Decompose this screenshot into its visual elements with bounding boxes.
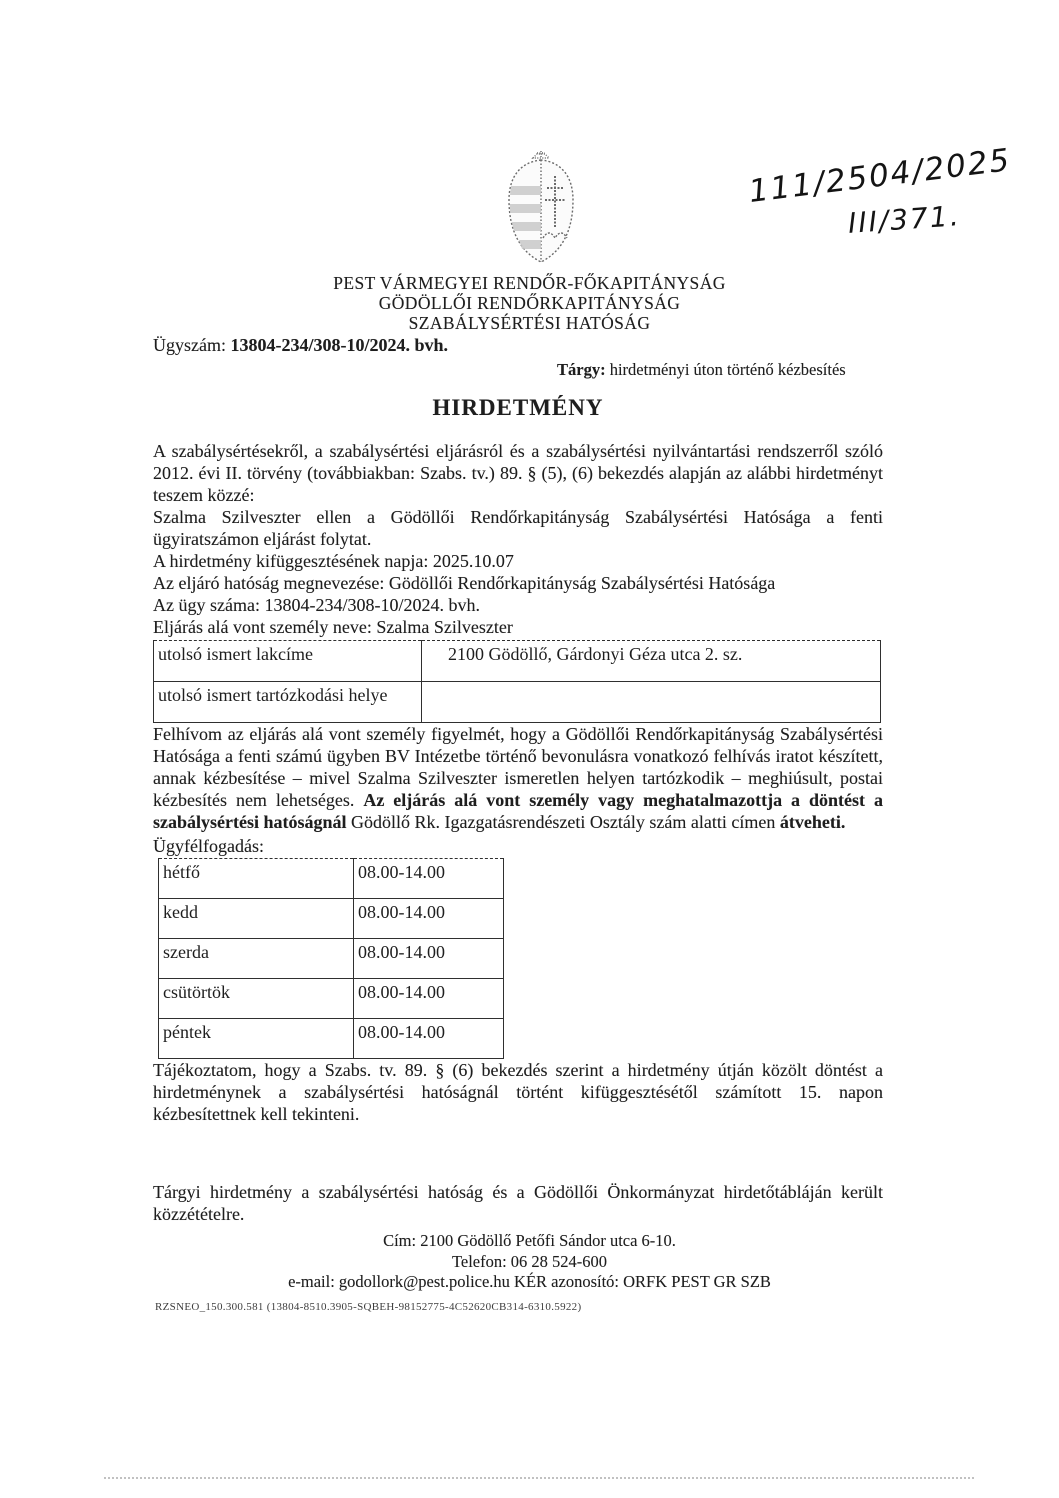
person-name-line: Eljárás alá vont személy neve: Szalma Szilveszter: [153, 617, 513, 637]
hours-monday: 08.00-14.00: [354, 859, 504, 899]
subject-text: hirdetményi úton történő kézbesítés: [609, 360, 846, 379]
page-title: HIRDETMÉNY: [432, 395, 604, 420]
authority-line: Az eljáró hatóság megnevezése: Gödöllői Rendőrkapitányság Szabálysértési Hatósága: [153, 573, 776, 593]
hours-thursday: 08.00-14.00: [354, 979, 504, 1019]
deemed-delivery-paragraph: Tájékoztatom, hogy a Szabs. tv. 89. § (6) bekezdés szerint a hirdetmény útján közölt döntést a hirdetménynek a szabálysértési hatóságnál történt kifüggesztésétől számított 15. napon kézbesítettnek kell tekinteni.: [153, 1060, 883, 1124]
table-row: [159, 859, 504, 899]
notice-bold-1: Az eljárás alá vont személy vagy meghatalmazottja a döntést a szabálysértési hatóságnál: [153, 790, 883, 832]
letterhead: [0, 273, 1059, 333]
table-row: [154, 682, 881, 723]
hours-tuesday: 08.00-14.00: [354, 899, 504, 939]
address-table: [153, 640, 881, 723]
last-known-address-label: utolsó ismert lakcíme: [154, 641, 422, 682]
table-row: [159, 899, 504, 939]
last-known-address-value: 2100 Gödöllő, Gárdonyi Géza utca 2. sz.: [422, 641, 881, 682]
legal-basis-paragraph: A szabálysértésekről, a szabálysértési eljárásról és a szabálysértési nyilvántartási rendszerről szóló 2012. évi II. törvény (továbbiakban: Szabs. tv.) 89. § (5), (6) bekezdés alapján az alábbi hirdetményt teszem közzé:: [153, 441, 883, 505]
last-known-residence-value: [422, 682, 881, 723]
day-monday: hétfő: [159, 859, 354, 899]
case-number-value: 13804-234/308-10/2024. bvh.: [230, 335, 448, 355]
day-tuesday: kedd: [159, 899, 354, 939]
coat-of-arms-icon: [497, 150, 585, 268]
org-name-line1: PEST VÁRMEGYEI RENDŐR-FŐKAPITÁNYSÁG: [333, 273, 726, 293]
case-number-line: [153, 334, 883, 356]
subject-label: Tárgy:: [557, 360, 610, 379]
office-hours-label: Ügyfélfogadás:: [153, 836, 264, 856]
table-row: [159, 979, 504, 1019]
day-thursday: csütörtök: [159, 979, 354, 1019]
case-number-label: Ügyszám:: [153, 335, 231, 355]
last-known-residence-label: utolsó ismert tartózkodási helye: [154, 682, 422, 723]
publication-paragraph: Tárgyi hirdetmény a szabálysértési hatóság és a Gödöllői Önkormányzat hirdetőtábláján került közzétételre.: [153, 1182, 883, 1224]
case-number-repeat-line: Az ügy száma: 13804-234/308-10/2024. bvh.: [153, 595, 480, 615]
system-code-line: RZSNEO_150.300.581 (13804-8510.3905-SQBEH-98152775-4C52620CB314-6310.5922): [155, 1301, 582, 1313]
subject-line: [153, 359, 883, 381]
org-name-line3: SZABÁLYSÉRTÉSI HATÓSÁG: [408, 313, 651, 333]
notice-text-2: Gödöllő Rk. Igazgatásrendészeti Osztály szám alatti címen: [346, 812, 780, 832]
footer-address: Cím: 2100 Gödöllő Petőfi Sándor utca 6-10.: [383, 1231, 676, 1250]
hours-wednesday: 08.00-14.00: [354, 939, 504, 979]
contact-footer: [0, 1231, 1059, 1293]
day-wednesday: szerda: [159, 939, 354, 979]
notice-text-1: Felhívom az eljárás alá vont személy figyelmét, hogy a Gödöllői Rendőrkapitányság Szabálysértési Hatósága a fenti számú ügyben BV Intézetbe történő bevonulásra vonatkozó felhívás iratot készített, annak kézbesítése – mivel Szalma Szilveszter ismeretlen helyen tartózkodik – meghiúsult, postai kézbesítés nem lehetséges.: [153, 724, 883, 810]
table-row: [154, 641, 881, 682]
footer-phone: Telefon: 06 28 524-600: [451, 1251, 608, 1271]
table-row: [159, 939, 504, 979]
handwritten-case-number: 111/2504/2025: [746, 142, 1014, 210]
office-hours-table: [158, 858, 504, 1059]
hours-friday: 08.00-14.00: [354, 1019, 504, 1059]
day-friday: péntek: [159, 1019, 354, 1059]
table-row: [159, 1019, 504, 1059]
notice-paragraph: [153, 723, 883, 833]
scan-noise-line: [104, 1477, 974, 1479]
org-name-line2: GÖDÖLLŐI RENDŐRKAPITÁNYSÁG: [378, 293, 681, 313]
handwritten-file-number: III/371.: [846, 199, 962, 240]
footer-email-line: e-mail: godollork@pest.police.hu KÉR azonosító: ORFK PEST GR SZB: [288, 1272, 771, 1291]
proceeding-paragraph: Szalma Szilveszter ellen a Gödöllői Rendőrkapitányság Szabálysértési Hatósága a fenti ügyiratszámon eljárást folytat.: [153, 507, 883, 549]
document-body: [153, 334, 883, 1225]
posting-date-line: A hirdetmény kifüggesztésének napja: 2025.10.07: [153, 551, 514, 571]
notice-bold-2: átveheti.: [779, 812, 846, 832]
